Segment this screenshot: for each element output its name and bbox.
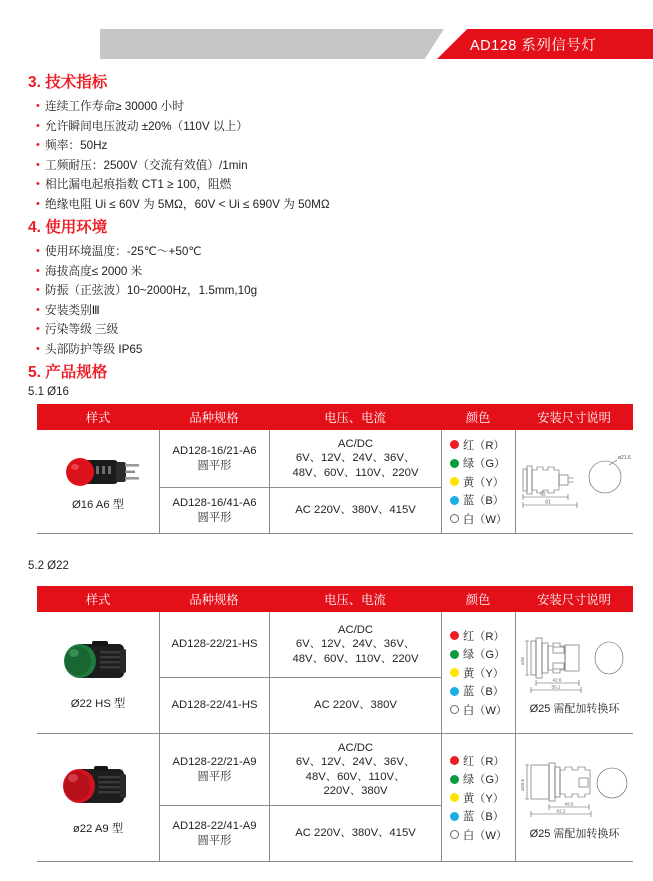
cell-model-22-21-hs: AD128-22/21-HS [159, 612, 269, 677]
lamp-photo-22-a9 [54, 760, 142, 816]
dim-label-h: ø28.5 [519, 779, 525, 791]
list-item-text: 相比漏电起痕指数 CT1 ≥ 100，阻燃 [45, 178, 232, 192]
table-subrow [159, 806, 441, 861]
color-option: 蓝（B） [450, 683, 507, 699]
sub-label-16: 5.1 Ø16 [28, 386, 69, 398]
color-option: 蓝（B） [450, 808, 507, 824]
table-row [37, 734, 633, 862]
list-item [36, 242, 257, 262]
cell-model-22-41-a9: AD128-22/41-A9 圆平形 [159, 806, 269, 861]
color-option: 白（W） [450, 702, 507, 718]
color-option: 红（R） [450, 437, 507, 453]
list-item-text: 允许瞬间电压波动 ±20%（110V 以上） [45, 119, 248, 133]
color-option: 红（R） [450, 753, 507, 769]
column-header-model: 品种规格 [189, 593, 239, 607]
cell-style-22-hs [37, 612, 159, 733]
list-item-text: 防振（正弦波）10~2000Hz，1.5mm,10g [45, 284, 258, 298]
bullet-icon: • [36, 245, 40, 257]
bullet-icon: • [36, 119, 40, 132]
bullet-icon: • [36, 158, 40, 171]
column-header-style: 样式 [85, 411, 111, 425]
cell-colors-22-a9 [441, 734, 515, 861]
style-caption-22-hs: Ø22 HS 型 [70, 697, 126, 710]
color-swatch-blue [450, 812, 459, 821]
table-header-row [37, 586, 633, 612]
section-heading-5: 5. 产品规格 [28, 364, 108, 381]
color-swatch-white [450, 705, 459, 714]
list-item-text: 频率：50Hz [45, 139, 108, 153]
lamp-photo-16 [50, 452, 146, 492]
table-row [37, 430, 633, 534]
color-swatch-red [450, 631, 459, 640]
color-swatch-green [450, 650, 459, 659]
color-swatch-blue [450, 496, 459, 505]
list-item [36, 320, 257, 340]
cell-model-22-41-hs: AD128-22/41-HS [159, 678, 269, 733]
table-subrow [159, 612, 441, 678]
tech-spec-list [36, 97, 330, 215]
drawing-caption-22-hs: Ø25 需配加转换环 [529, 703, 620, 715]
table-header-row [37, 404, 633, 430]
cell-model-16-21: AD128-16/21-A6 圆平形 [159, 430, 269, 487]
list-item [36, 195, 330, 215]
list-item [36, 262, 257, 282]
list-item [36, 281, 257, 301]
cell-drawing-22-hs [515, 612, 633, 733]
cell-voltage-22-41-a9: AC 220V、380V、415V [269, 806, 441, 861]
cell-voltage-16-41: AC 220V、380V、415V [269, 488, 441, 533]
column-header-voltage: 电压、电流 [324, 593, 386, 607]
color-option-list [450, 753, 507, 843]
banner-gray-slant [400, 29, 444, 59]
table-subrow [159, 488, 441, 533]
color-option: 黄（Y） [450, 790, 507, 806]
bullet-icon: • [36, 139, 40, 152]
color-option: 白（W） [450, 827, 507, 843]
list-item-text: 工频耐压：2500V（交流有效值）/1min [45, 158, 248, 172]
dim-label-b: 55.1 [551, 684, 560, 690]
cell-colors-16 [441, 430, 515, 533]
style-caption-16: Ø16 A6 型 [71, 498, 125, 511]
color-swatch-green [450, 459, 459, 468]
column-header-model: 品种规格 [189, 411, 239, 425]
banner-gray-bar [100, 29, 420, 59]
column-header-style: 样式 [85, 593, 111, 607]
bullet-icon: • [36, 264, 40, 277]
cell-group-16 [159, 430, 441, 533]
table-subrow [159, 430, 441, 488]
section-heading-4: 4. 使用环境 [28, 219, 108, 236]
bullet-icon: • [36, 284, 40, 297]
color-swatch-red [450, 440, 459, 449]
bullet-icon: • [36, 323, 40, 336]
dimension-drawing-16 [517, 447, 633, 517]
list-item-text: 污染等级 三级 [45, 323, 119, 337]
drawing-caption-22-a9: Ø25 需配加转换环 [529, 828, 620, 840]
color-option: 蓝（B） [450, 492, 507, 508]
cell-group-22-a9 [159, 734, 441, 861]
color-swatch-yellow [450, 793, 459, 802]
style-caption-22-a9: ø22 A9 型 [72, 822, 124, 835]
sub-label-22: 5.2 Ø22 [28, 560, 69, 572]
table-row [37, 612, 633, 734]
bullet-icon: • [36, 303, 40, 316]
dim-label-a: 52 [539, 491, 546, 497]
cell-drawing-22-a9 [515, 734, 633, 861]
cell-voltage-22-41-hs: AC 220V、380V [269, 678, 441, 733]
color-swatch-green [450, 775, 459, 784]
color-swatch-yellow [450, 668, 459, 677]
column-header-color: 颜色 [465, 411, 491, 425]
dimension-drawing-22-a9 [517, 754, 633, 822]
cell-voltage-16-21: AC/DC 6V、12V、24V、36V、 48V、60V、110V、220V [269, 430, 441, 487]
table-subrow [159, 678, 441, 733]
color-swatch-white [450, 830, 459, 839]
color-option: 绿（G） [450, 646, 507, 662]
dim-label-b: 62.2 [556, 808, 565, 814]
bullet-icon: • [36, 342, 40, 355]
dim-label-a: 42.6 [552, 677, 561, 683]
column-header-dimension: 安装尺寸说明 [537, 593, 611, 607]
color-option-list [450, 628, 507, 718]
list-item [36, 136, 330, 156]
bullet-icon: • [36, 100, 40, 112]
list-item [36, 97, 330, 117]
cell-model-16-41: AD128-16/41-A6 圆平形 [159, 488, 269, 533]
list-item-text: 海拔高度≤ 2000 米 [45, 264, 143, 278]
cell-model-22-21-a9: AD128-22/21-A9 圆平形 [159, 734, 269, 805]
dimension-drawing-22-hs [517, 629, 633, 697]
cell-voltage-22-21-hs: AC/DC 6V、12V、24V、36V、 48V、60V、110V、220V [269, 612, 441, 677]
cell-voltage-22-21-a9: AC/DC 6V、12V、24V、36V、 48V、60V、110V、 220V、380V [269, 734, 441, 805]
dim-label-h: ø26 [519, 657, 525, 665]
column-header-voltage: 电压、电流 [324, 411, 386, 425]
list-item [36, 340, 257, 360]
column-header-color: 颜色 [465, 593, 491, 607]
bullet-icon: • [36, 178, 40, 191]
list-item-text: 安装类别Ⅲ [45, 303, 100, 317]
table-subrow [159, 734, 441, 806]
spec-table-16 [37, 404, 633, 534]
list-item [36, 156, 330, 176]
list-item-text: 连续工作寿命≥ 30000 小时 [45, 100, 184, 113]
banner-title: AD128 系列信号灯 [470, 37, 597, 54]
color-option: 黄（Y） [450, 665, 507, 681]
color-option: 红（R） [450, 628, 507, 644]
color-swatch-red [450, 756, 459, 765]
page-header-banner [0, 29, 653, 59]
list-item-text: 绝缘电阻 Ui ≤ 60V 为 5MΩ，60V < Ui ≤ 690V 为 50MΩ [45, 197, 330, 211]
cell-colors-22-hs [441, 612, 515, 733]
dim-label-circle: ø21.6 [617, 454, 631, 461]
color-option: 黄（Y） [450, 474, 507, 490]
color-swatch-yellow [450, 477, 459, 486]
color-option: 绿（G） [450, 771, 507, 787]
cell-group-22-hs [159, 612, 441, 733]
cell-drawing-16 [515, 430, 633, 533]
color-swatch-blue [450, 687, 459, 696]
list-item-text: 使用环境温度：-25℃～+50℃ [45, 245, 202, 258]
color-option-list [450, 437, 507, 527]
lamp-photo-22-hs [54, 635, 142, 691]
section-heading-3: 3. 技术指标 [28, 74, 108, 91]
spec-table-22 [37, 586, 633, 862]
list-item [36, 301, 257, 321]
cell-style-22-a9 [37, 734, 159, 861]
color-option: 绿（G） [450, 455, 507, 471]
list-item-text: 头部防护等级 IP65 [45, 342, 143, 356]
color-swatch-white [450, 514, 459, 523]
dim-label-b: 61 [544, 499, 551, 505]
environment-list [36, 242, 257, 360]
column-header-dimension: 安装尺寸说明 [537, 411, 611, 425]
list-item [36, 117, 330, 137]
color-option: 白（W） [450, 511, 507, 527]
cell-style-16 [37, 430, 159, 533]
list-item [36, 175, 330, 195]
bullet-icon: • [36, 197, 40, 210]
dim-label-a: 49.5 [564, 801, 573, 807]
